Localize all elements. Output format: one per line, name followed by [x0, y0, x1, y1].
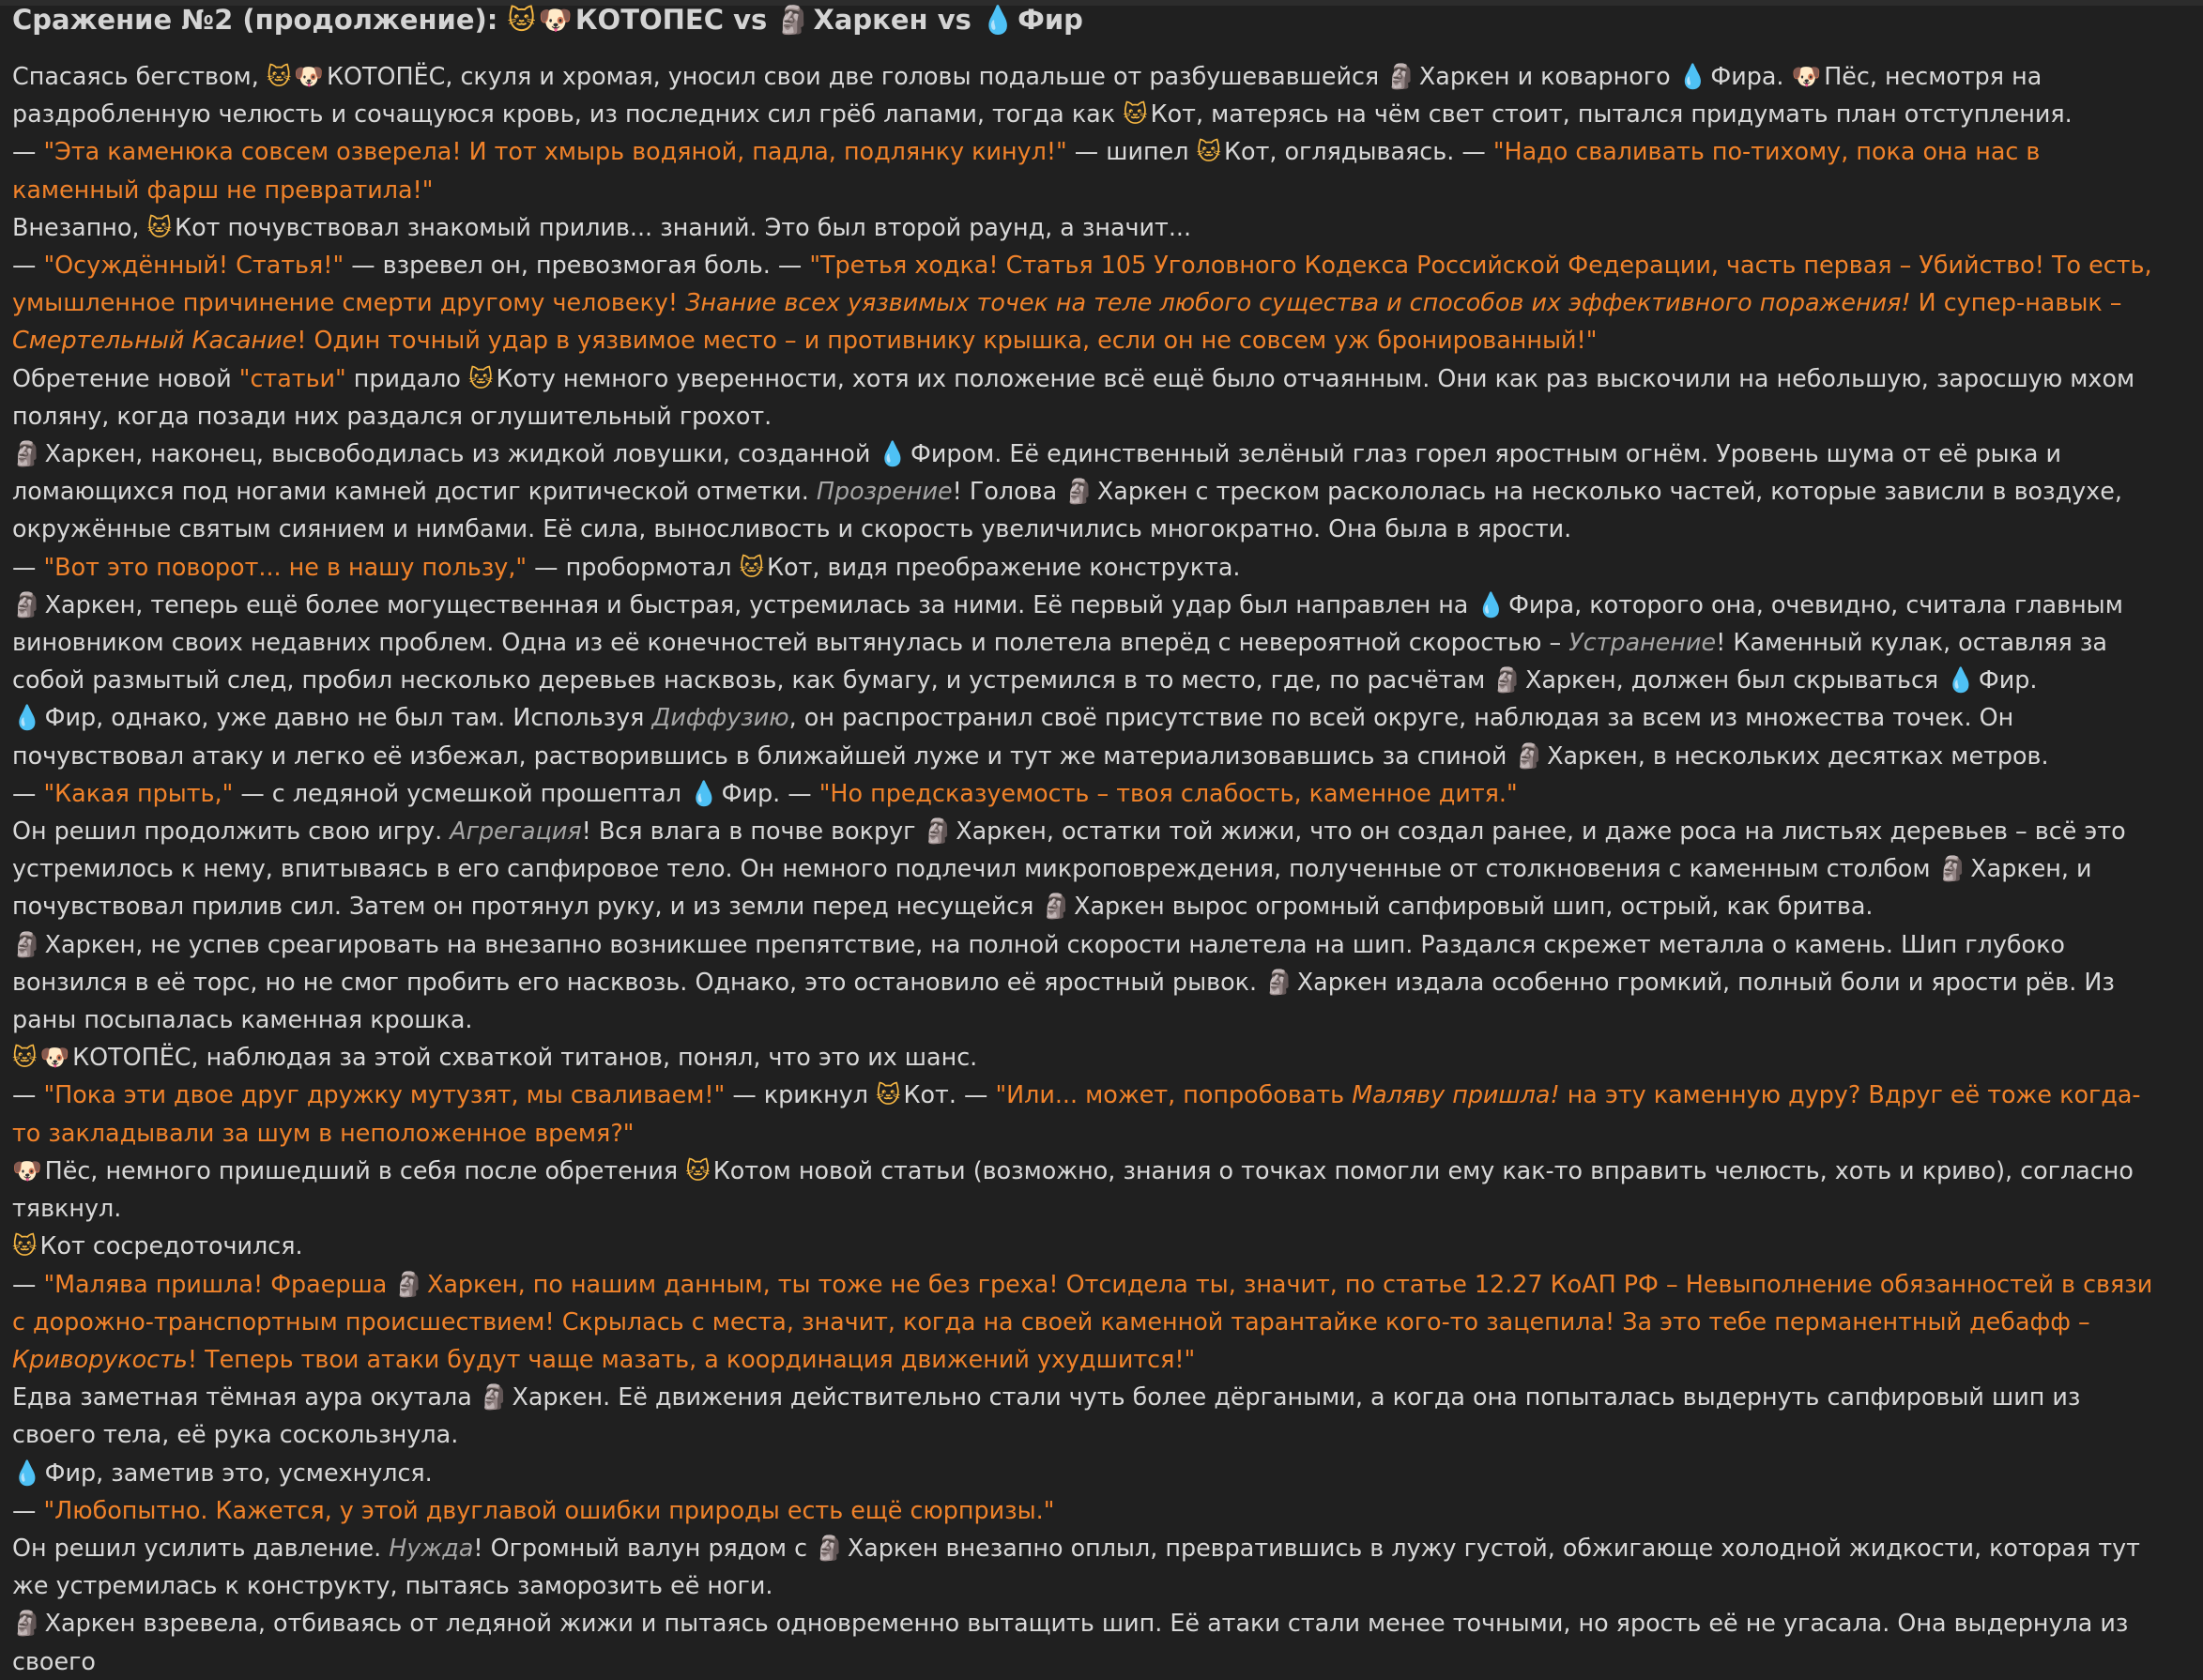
- message-body: [12, 57, 2162, 1680]
- narration-text: Кот. —: [903, 1080, 996, 1109]
- title-name-harken: Харкен: [813, 4, 928, 36]
- narration-text: Харкен, не успев среагировать на внезапно возникшее препятствие, на полной скорости налетела на шип. Раздался скрежет металла о камень. Шип глубоко вонзился в её торс, но не смог пробить его насквозь. Однако, это остановило её яростный рывок.: [12, 929, 2065, 996]
- speech-skill-name: Смертельный Касание: [12, 326, 298, 355]
- narration-text: Кот, матерясь на чём свет стоит, пытался придумать план отступления.: [1150, 99, 2073, 129]
- speech-text: "Осуждённый! Статья!": [43, 251, 344, 280]
- title-vs: vs: [733, 4, 768, 36]
- narration-text: Он решил усилить давление.: [12, 1533, 390, 1562]
- narration-text: Харкен вырос огромный сапфировый шип, острый, как бритва.: [1074, 892, 1874, 921]
- moai-stone-icon: 🗿: [1064, 477, 1094, 506]
- narration-text: —: [12, 1269, 44, 1298]
- cat-face-icon: 🐱: [467, 363, 494, 392]
- story-paragraph: [12, 246, 2162, 359]
- speech-text: "Но предсказуемость – твоя слабость, каменное дитя.": [818, 778, 1518, 807]
- speech-text: И супер-навык –: [1910, 288, 2122, 317]
- moai-stone-icon: 🗿: [1041, 892, 1072, 921]
- moai-stone-icon: 🗿: [479, 1382, 510, 1412]
- speech-skill-name: Знание всех уязвимых точек на теле любого существа и способов их эффективного поражения!: [685, 288, 1911, 317]
- speech-text: ! Один точный удар в уязвимое место – и противнику крышка, если он не совсем уж бронированный!": [297, 326, 1598, 355]
- narration-text: Едва заметная тёмная аура окутала: [12, 1382, 480, 1412]
- narration-text: Харкен, остатки той жижи, что он создал ранее, и даже роса на листьях деревьев – всё это устремилось к нему, впитываясь в его сапфировое тело. Он немного подлечил микроповреждения, полученные от столкновения с каменным столбом: [12, 817, 2126, 883]
- narration-text: —: [12, 251, 44, 280]
- dog-face-icon: 🐶: [12, 1155, 42, 1184]
- narration-text: Он решил продолжить свою игру.: [12, 817, 451, 846]
- narration-text: —: [12, 137, 44, 166]
- narration-text: ! Голова: [952, 477, 1065, 506]
- cat-face-icon: 🐱: [12, 1043, 38, 1072]
- cat-face-icon: 🐱: [1123, 99, 1148, 129]
- narration-text: Харкен взревела, отбиваясь от ледяной жижи и пытаясь одновременно вытащить шип. Её атаки стали менее точными, но ярость её не угасала. Она выдернула из своего: [12, 1609, 2129, 1675]
- skill-name: Диффузию: [651, 703, 789, 732]
- moai-stone-icon: 🗿: [815, 1533, 845, 1562]
- speech-text: Харкен, по нашим данным, ты тоже не без греха! Отсидела ты, значит, по статье 12.27 КоАП РФ – Невыполнение обязанностей в связи с дорожно-транспортным происшествием! Скрылась с места, значит, когда на своей каменной тарантайке кого-то зацепила! За это тебе перманентный дебафф –: [12, 1269, 2153, 1336]
- speech-text: "Надо сваливать по-тихому, пока она нас в каменный фарш не превратила!": [12, 137, 2041, 204]
- narration-text: — взревел он, превозмогая боль. —: [344, 251, 810, 280]
- speech-text: "Эта каменюка совсем озверела! И тот хмырь водяной, падла, подлянку кинул!": [43, 137, 1067, 166]
- water-drop-icon: 💧: [689, 778, 719, 807]
- skill-name: Прозрение: [816, 477, 953, 506]
- story-paragraph: [12, 1378, 2162, 1453]
- story-paragraph: [12, 1152, 2162, 1227]
- speech-text: "Малява пришла! Фраерша: [43, 1269, 395, 1298]
- moai-stone-icon: 🗿: [923, 817, 954, 846]
- narration-text: — пробормотал: [527, 552, 740, 581]
- cat-face-icon: 🐱: [1196, 137, 1222, 166]
- narration-text: Харкен, наконец, высвободилась из жидкой ловушки, созданной: [44, 439, 879, 468]
- water-drop-icon: 💧: [878, 439, 909, 468]
- story-paragraph: [12, 359, 2162, 435]
- moai-stone-icon: 🗿: [1264, 967, 1294, 996]
- narration-text: Кот почувствовал знакомый прилив... знаний. Это был второй раунд, а значит...: [175, 212, 1192, 241]
- skill-name: Устранение: [1568, 628, 1717, 657]
- speech-text: "статьи": [238, 363, 346, 392]
- moai-stone-icon: 🗿: [1937, 854, 1968, 883]
- speech-skill-name: Маляву пришла!: [1352, 1080, 1560, 1109]
- speech-text: "Вот это поворот... не в нашу пользу,": [43, 552, 528, 581]
- cat-face-icon: 🐱: [12, 1231, 38, 1260]
- story-paragraph: [12, 1227, 2162, 1264]
- narration-text: Кот сосредоточился.: [39, 1231, 303, 1260]
- cat-face-icon: 🐱: [739, 552, 764, 581]
- narration-text: ! Огромный валун рядом с: [473, 1533, 816, 1562]
- moai-stone-icon: 🗿: [1386, 62, 1416, 90]
- narration-text: Харкен. Её движения действительно стали чуть более дёргаными, а когда она попыталась выдернуть сапфировый шип из своего тела, её рука соскользнула.: [12, 1382, 2081, 1449]
- cat-face-icon: 🐱: [507, 4, 536, 36]
- narration-text: Харкен, должен был скрываться: [1524, 665, 1947, 695]
- story-paragraph: [12, 435, 2162, 548]
- story-paragraph: [12, 548, 2162, 586]
- story-paragraph: [12, 586, 2162, 699]
- speech-text: на эту каменную дуру? Вдруг её тоже когда-то закладывали за шум в неположенное время?": [12, 1080, 2141, 1147]
- speech-text: "Третья ходка! Статья 105 Уголовного Кодекса Российской Федерации, часть первая – Убийство! То есть, умышленное причинение смерти другому человеку!: [12, 251, 2152, 317]
- narration-text: Харкен с треском раскололась на несколько частей, которые зависли в воздухе, окружённые святым сиянием и нимбами. Её сила, выносливость и скорость увеличились многократно. Она была в ярости.: [12, 477, 2122, 543]
- narration-text: Фира.: [1710, 62, 1792, 90]
- narration-text: придало: [345, 363, 468, 392]
- cat-face-icon: 🐱: [266, 62, 292, 90]
- narration-text: — с ледяной усмешкой прошептал: [233, 778, 689, 807]
- water-drop-icon: 💧: [1476, 589, 1507, 619]
- water-drop-icon: 💧: [1946, 665, 1976, 695]
- narration-text: —: [12, 552, 44, 581]
- narration-text: Харкен и коварного: [1418, 62, 1678, 90]
- water-drop-icon: 💧: [1677, 62, 1708, 90]
- narration-text: Харкен внезапно оплыл, превратившись в лужу густой, обжигающе холодной жидкости, которая тут же устремилась к конструкту, пытаясь заморозить её ноги.: [12, 1533, 2140, 1600]
- title-name-fir: Фир: [1017, 4, 1083, 36]
- dog-face-icon: 🐶: [39, 1043, 70, 1072]
- narration-text: Внезапно,: [12, 212, 147, 241]
- story-paragraph: [12, 1491, 2162, 1529]
- narration-text: Харкен издала особенно громкий, полный боли и ярости рёв. Из раны посыпалась каменная крошка.: [12, 967, 2115, 1034]
- message-title: [12, 0, 1083, 39]
- moai-stone-icon: 🗿: [12, 929, 42, 958]
- narration-text: Фира, которого она, очевидно, считала главным виновником своих недавних проблем. Одна из её конечностей вытянулась и полетела вперёд с невероятной скоростью –: [12, 589, 2123, 657]
- speech-text: "Любопытно. Кажется, у этой двуглавой ошибки природы есть ещё сюрпризы.": [43, 1495, 1055, 1524]
- narration-text: Фир. —: [721, 778, 819, 807]
- narration-text: Пёс, немного пришедший в себя после обретения: [44, 1155, 686, 1184]
- story-paragraph: [12, 925, 2162, 1039]
- story-paragraph: [12, 208, 2162, 246]
- cat-face-icon: 🐱: [876, 1080, 901, 1109]
- moai-stone-icon: 🗿: [1514, 741, 1545, 770]
- narration-text: Харкен, и почувствовал прилив сил. Затем он протянул руку, и из земли перед несущейся: [12, 854, 2092, 921]
- narration-text: Кот, оглядываясь. —: [1224, 137, 1493, 166]
- narration-text: Кот, видя преображение конструкта.: [767, 552, 1241, 581]
- story-paragraph: [12, 1265, 2162, 1379]
- moai-stone-icon: 🗿: [12, 589, 42, 619]
- narration-text: —: [12, 778, 44, 807]
- title-prefix: Сражение №2 (продолжение):: [12, 4, 498, 36]
- narration-text: ! Каменный кулак, оставляя за собой размытый след, пробил несколько деревьев насквозь, как бумагу, и устремился в то место, где, по расчётам: [12, 628, 2107, 695]
- narration-text: — шипел: [1066, 137, 1197, 166]
- story-paragraph: [12, 1529, 2162, 1604]
- narration-text: Фир.: [1978, 665, 2038, 695]
- narration-text: , он распространил своё присутствие по всей округе, наблюдая за всем из множества точек. Он почувствовал атаку и легко её избежал, растворившись в ближайшей луже и тут же материализовавшись за спиной: [12, 703, 2014, 770]
- narration-text: Пёс, несмотря на раздробленную челюсть и сочащуюся кровь, из последних сил грёб лапами, тогда как: [12, 62, 2042, 129]
- speech-skill-name: Криворукость: [12, 1344, 188, 1373]
- narration-text: Харкен, теперь ещё более могущественная и быстрая, устремилась за ними. Её первый удар был направлен на: [44, 589, 1476, 619]
- narration-text: КОТОПЁС, наблюдая за этой схваткой титанов, понял, что это их шанс.: [72, 1043, 978, 1072]
- story-paragraph: [12, 1604, 2162, 1679]
- narration-text: КОТОПЁС, скуля и хромая, уносил свои две головы подальше от разбушевавшейся: [326, 62, 1387, 90]
- water-drop-icon: 💧: [12, 1458, 42, 1487]
- speech-text: ! Теперь твои атаки будут чаще мазать, а координация движений ухудшится!": [187, 1344, 1196, 1373]
- narration-text: Фир, заметив это, усмехнулся.: [44, 1458, 433, 1487]
- story-paragraph: [12, 812, 2162, 925]
- moai-stone-icon: 🗿: [394, 1269, 424, 1298]
- speech-text: "Какая прыть,": [43, 778, 234, 807]
- story-paragraph: [12, 1038, 2162, 1076]
- title-vs: vs: [937, 4, 971, 36]
- narration-text: —: [12, 1080, 44, 1109]
- narration-text: —: [12, 1495, 44, 1524]
- cat-face-icon: 🐱: [685, 1155, 711, 1184]
- title-name-kotopes: КОТОПЕС: [574, 4, 724, 36]
- story-paragraph: [12, 1454, 2162, 1491]
- story-paragraph: [12, 698, 2162, 773]
- narration-text: ! Вся влага в почве вокруг: [581, 817, 924, 846]
- speech-text: "Или... может, попробовать: [995, 1080, 1353, 1109]
- story-paragraph: [12, 774, 2162, 812]
- story-paragraph: [12, 57, 2162, 132]
- narration-text: Коту немного уверенности, хотя их положение всё ещё было отчаянным. Они как раз выскочили на небольшую, заросшую мхом поляну, когда позади них раздался оглушительный грохот.: [12, 363, 2135, 430]
- cat-face-icon: 🐱: [146, 212, 173, 241]
- water-drop-icon: 💧: [12, 703, 42, 732]
- dog-face-icon: 🐶: [1791, 62, 1822, 90]
- skill-name: Нужда: [389, 1533, 474, 1562]
- water-drop-icon: 💧: [980, 4, 1016, 36]
- narration-text: Фир, однако, уже давно не был там. Используя: [44, 703, 652, 732]
- narration-text: Котом новой статьи (возможно, знания о точках помогли ему как-то вправить челюсть, хоть и криво), согласно тявкнул.: [12, 1155, 2134, 1223]
- skill-name: Агрегация: [450, 817, 582, 846]
- story-paragraph: [12, 1076, 2162, 1151]
- narration-text: — крикнул: [725, 1080, 876, 1109]
- dog-face-icon: 🐶: [538, 4, 573, 36]
- narration-text: Обретение новой: [12, 363, 239, 392]
- narration-text: Харкен, в нескольких десятках метров.: [1547, 741, 2049, 770]
- moai-stone-icon: 🗿: [12, 1609, 42, 1638]
- narration-text: Фиром. Её единственный зелёный глаз горел яростным огнём. Уровень шума от её рыка и ломающихся под ногами камней достиг критической отметки.: [12, 439, 2061, 506]
- moai-stone-icon: 🗿: [1492, 665, 1522, 695]
- speech-text: "Пока эти двое друг дружку мутузят, мы сваливаем!": [43, 1080, 726, 1109]
- moai-stone-icon: 🗿: [12, 439, 42, 468]
- story-paragraph: [12, 132, 2162, 207]
- dog-face-icon: 🐶: [294, 62, 324, 90]
- moai-stone-icon: 🗿: [776, 4, 811, 36]
- narration-text: Спасаясь бегством,: [12, 62, 267, 90]
